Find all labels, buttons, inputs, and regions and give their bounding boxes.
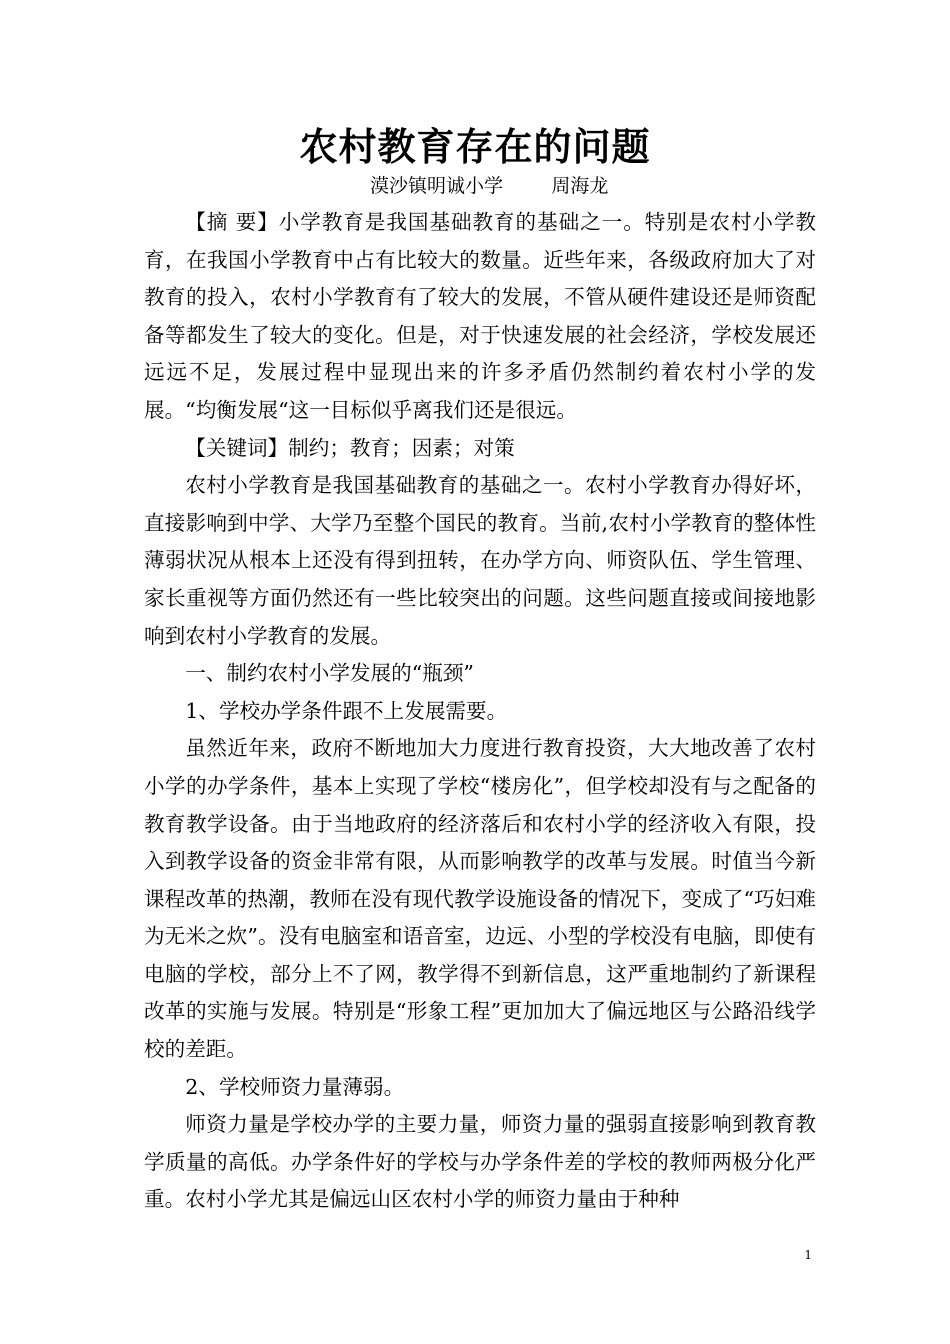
document-title: 农村教育存在的问题 (299, 124, 651, 169)
page-number: 1 (804, 1248, 812, 1262)
keywords-paragraph: 【关键词】制约；教育；因素；对策 (185, 435, 515, 460)
subsection-heading: 1、学校办学条件跟不上发展需要。 (185, 698, 508, 723)
body-paragraph: 虽然近年来，政府不断地加大力度进行教育投资，大大地改善了农村小学的办学条件，基本上实现了学校“楼房化”，但学校却没有与之配备的教育教学设备。由于当地政府的经济落后和农村小学的经济收入有限，投入到教学设备的资金非常有限，从而影响教学的改革与发展。时值当今新课程改革的热潮，教师在没有现代教学设施设备的情况下，变成了“巧妇难为无米之炊”。没有电脑室和语音室，边远、小型的学校没有电脑，即使有电脑的学校，部分上不了网，教学得不到新信息，这严重地制约了新课程改革的实施与发展。特别是“形象工程”更加加大了偏远地区与公路沿线学校的差距。 (144, 736, 816, 1062)
author-byline: 漠沙镇明诚小学 周海龙 (370, 175, 609, 197)
section-heading: 一、制约农村小学发展的“瓶颈” (185, 661, 474, 686)
document-body (144, 204, 816, 1219)
body-paragraph: 农村小学教育是我国基础教育的基础之一。农村小学教育办得好坏，直接影响到中学、大学乃至整个国民的教育。当前,农村小学教育的整体性薄弱状况从根本上还没有得到扭转，在办学方向、师资队伍、学生管理、家长重视等方面仍然还有一些比较突出的问题。这些问题直接或间接地影响到农村小学教育的发展。 (144, 473, 816, 648)
body-paragraph: 师资力量是学校办学的主要力量，师资力量的强弱直接影响到教育教学质量的高低。办学条件好的学校与办学条件差的学校的教师两极分化严重。农村小学尤其是偏远山区农村小学的师资力量由于种种 (144, 1112, 816, 1212)
subsection-heading: 2、学校师资力量薄弱。 (185, 1074, 405, 1099)
abstract-paragraph: 【摘 要】小学教育是我国基础教育的基础之一。特别是农村小学教育，在我国小学教育中占有比较大的数量。近些年来，各级政府加大了对教育的投入，农村小学教育有了较大的发展，不管从硬件建设还是师资配备等都发生了较大的变化。但是，对于快速发展的社会经济，学校发展还远远不足，发展过程中显现出来的许多矛盾仍然制约着农村小学的发展。“均衡发展“这一目标似乎离我们还是很远。 (144, 210, 816, 422)
